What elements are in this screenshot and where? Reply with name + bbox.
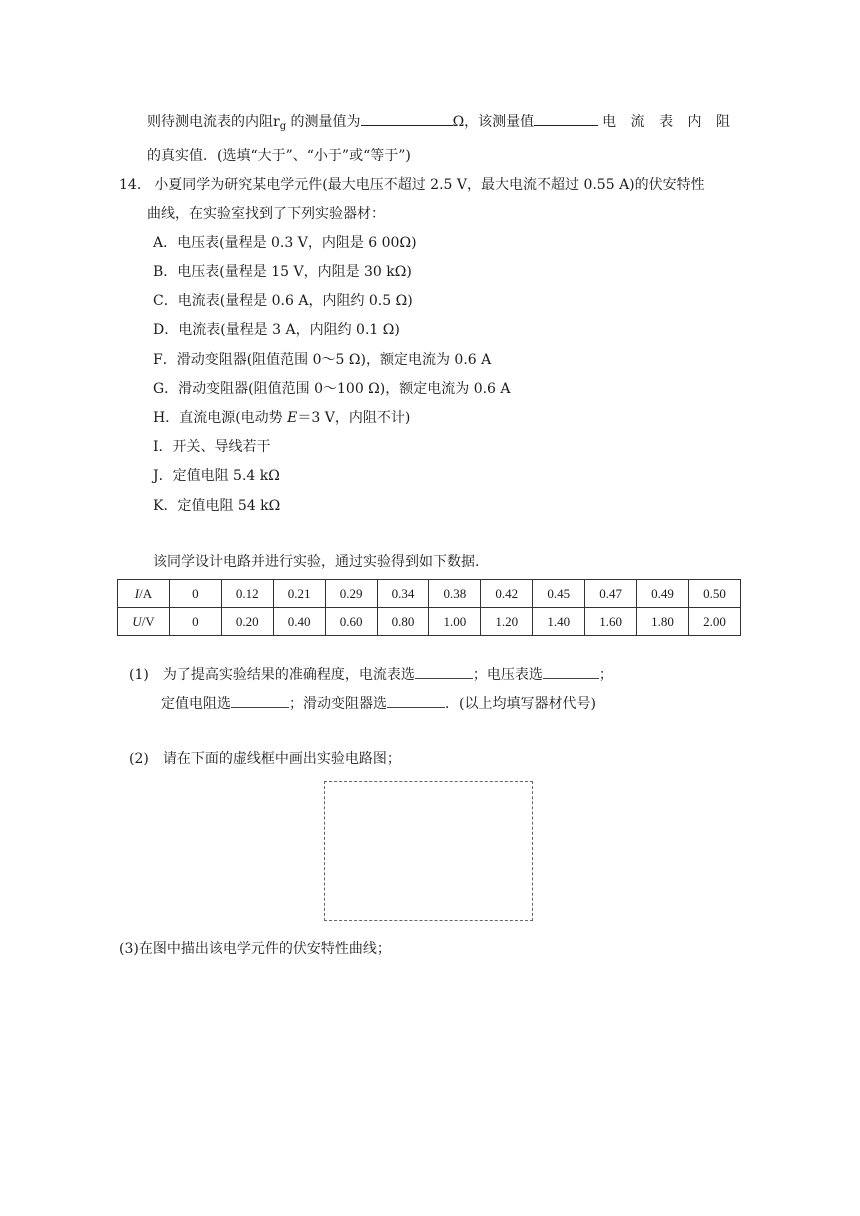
- table-cell: 0.38: [429, 580, 481, 608]
- row-header-voltage: [118, 608, 170, 636]
- item-c: C．电流表(量程是 0.6 A，内阻约 0.5 Ω): [153, 293, 413, 309]
- subquestion-1-text-a: 为了提高实验结果的准确程度，电流表选: [162, 667, 415, 683]
- table-cell: 1.60: [585, 608, 637, 636]
- voltage-symbol: U: [132, 613, 142, 629]
- subscript-g: g: [279, 121, 287, 132]
- current-symbol: I: [134, 585, 140, 601]
- table-row-voltage: [118, 608, 741, 636]
- item-i: I．开关、导线若干: [153, 439, 271, 455]
- line1-text-a: 则待测电流表的内阻r: [147, 114, 280, 130]
- table-cell: 0.34: [377, 580, 429, 608]
- item-f: F．滑动变阻器(阻值范围 0～5 Ω)，额定电流为 0.6 A: [153, 352, 492, 368]
- item-a: A．电压表(量程是 0.3 V，内阻是 6 00Ω): [153, 235, 417, 251]
- subquestion-3-line: (3)在图中描出该电学元件的伏安特性曲线；: [119, 941, 391, 957]
- line1-text-d: 电 流 表 内 阻: [602, 114, 735, 130]
- table-row-current: [118, 580, 741, 608]
- subquestion-2-text: 请在下面的虚线框中画出实验电路图；: [162, 751, 401, 767]
- item-b: B．电压表(量程是 15 V，内阻是 30 kΩ): [153, 264, 412, 280]
- item-k: K．定值电阻 54 kΩ: [153, 498, 281, 514]
- subquestion-1-text-b: ；电压表选: [472, 667, 543, 683]
- voltage-unit: /V: [141, 613, 155, 629]
- subquestion-1-text-e: ；滑动变阻器选: [289, 696, 387, 712]
- table-cell: 0: [169, 580, 221, 608]
- data-table: [117, 579, 741, 636]
- item-h-emf-symbol: E: [287, 410, 298, 426]
- circuit-drawing-box[interactable]: [324, 781, 533, 921]
- item-h-text-b: ＝3 V，内阻不计): [297, 410, 411, 426]
- table-cell: 0.45: [533, 580, 585, 608]
- table-cell: 2.00: [688, 608, 740, 636]
- current-unit: /A: [139, 585, 153, 601]
- table-cell: 0.12: [221, 580, 273, 608]
- item-g: G．滑动变阻器(阻值范围 0～100 Ω)，额定电流为 0.6 A: [153, 381, 511, 397]
- answer-blank-rheostat[interactable]: [387, 693, 445, 708]
- subquestion-1-number: (1): [129, 667, 149, 683]
- table-cell: 1.80: [637, 608, 689, 636]
- subquestion-2-number: (2): [129, 751, 149, 767]
- subquestion-1-text-f: ．(以上均填写器材代号): [445, 696, 596, 712]
- table-cell: 0: [169, 608, 221, 636]
- item-j: J．定值电阻 5.4 kΩ: [153, 468, 280, 484]
- item-h: [153, 408, 410, 428]
- answer-blank-voltmeter[interactable]: [543, 664, 599, 679]
- table-cell: 0.40: [273, 608, 325, 636]
- answer-blank-fixed-resistor[interactable]: [231, 693, 289, 708]
- row-header-current: [118, 580, 170, 608]
- table-cell: 0.29: [325, 580, 377, 608]
- table-cell: 0.60: [325, 608, 377, 636]
- table-cell: 1.00: [429, 608, 481, 636]
- item-d: D．电流表(量程是 3 A，内阻约 0.1 Ω): [153, 322, 400, 338]
- subquestion-1-text-d: 定值电阻选: [161, 696, 231, 712]
- item-h-text-a: H．直流电源(电动势: [153, 410, 288, 426]
- question-14-line-2: 曲线，在实验室找到了下列实验器材：: [147, 206, 385, 222]
- table-cell: 0.49: [637, 580, 689, 608]
- question-14-text: 小夏同学为研究某电学元件(最大电压不超过 2.5 V，最大电流不超过 0.55 A)的伏安特性: [154, 177, 705, 193]
- table-cell: 1.20: [481, 608, 533, 636]
- table-cell: 0.42: [481, 580, 533, 608]
- table-cell: 0.47: [585, 580, 637, 608]
- text-line-1: [147, 111, 735, 137]
- line1-text-c: Ω，该测量值: [452, 114, 535, 130]
- answer-blank-resistance[interactable]: [361, 111, 453, 126]
- table-cell: 1.40: [533, 608, 585, 636]
- subquestion-1-text-c: ；: [598, 667, 613, 683]
- table-cell: 0.21: [273, 580, 325, 608]
- text-line-2: 的真实值．(选填“大于”、“小于”或“等于”): [147, 148, 411, 164]
- answer-blank-ammeter[interactable]: [415, 664, 473, 679]
- subquestion-1-line-2: [161, 693, 596, 714]
- table-intro: 该同学设计电路并进行实验，通过实验得到如下数据.: [153, 554, 480, 570]
- question-14-line-1: [119, 175, 705, 195]
- subquestion-1-line-1: [129, 664, 613, 685]
- answer-blank-compare[interactable]: [534, 111, 598, 126]
- subquestion-2-line: [129, 749, 401, 769]
- table-cell: 0.20: [221, 608, 273, 636]
- question-number: 14.: [119, 177, 142, 193]
- table-cell: 0.50: [688, 580, 740, 608]
- line1-text-b: 的测量值为: [286, 114, 361, 130]
- table-cell: 0.80: [377, 608, 429, 636]
